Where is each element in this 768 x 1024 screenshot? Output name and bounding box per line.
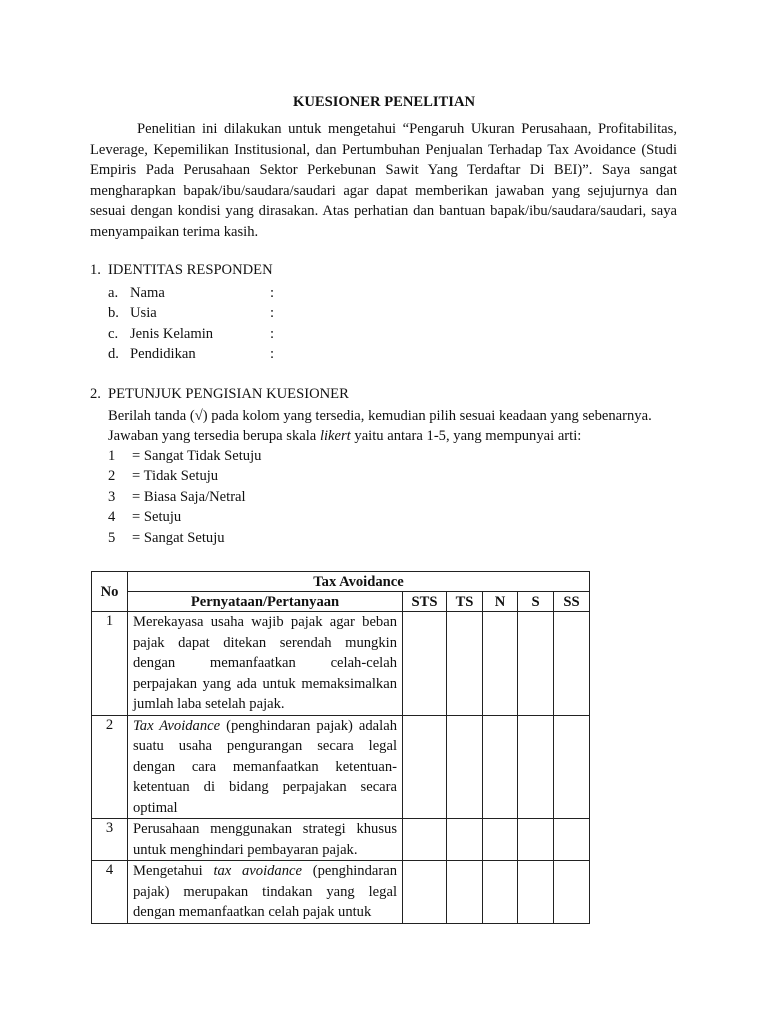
answer-cell-sts[interactable] [403, 715, 447, 819]
field-jenis-kelamin: c. Jenis Kelamin : [108, 325, 275, 342]
row-number: 1 [92, 612, 128, 716]
field-pendidikan: d. Pendidikan : [108, 346, 275, 363]
section-identitas-heading [90, 262, 273, 279]
answer-cell-ss[interactable] [554, 819, 590, 861]
answer-header-ts: TS [447, 592, 483, 612]
answer-cell-n[interactable] [483, 715, 518, 819]
answer-cell-ts[interactable] [447, 715, 483, 819]
scale-item: 4 = Setuju [108, 509, 182, 526]
likert-scale-list [108, 446, 261, 548]
answer-cell-s[interactable] [518, 819, 554, 861]
row-number: 4 [92, 861, 128, 924]
respondent-fields [108, 283, 274, 365]
answer-cell-sts[interactable] [403, 612, 447, 716]
answer-header-n: N [483, 592, 518, 612]
table-row [92, 819, 590, 861]
table-row [92, 612, 590, 716]
section-title: IDENTITAS RESPONDEN [108, 262, 273, 278]
row-number: 2 [92, 715, 128, 819]
statement-header: Pernyataan/Pertanyaan [128, 592, 403, 612]
scale-item: 5 = Sangat Setuju [108, 529, 225, 546]
answer-cell-s[interactable] [518, 715, 554, 819]
section-number: 2. [90, 386, 101, 402]
document-title: KUESIONER PENELITIAN [292, 94, 476, 110]
group-header: Tax Avoidance [128, 572, 590, 592]
scale-item: 3 = Biasa Saja/Netral [108, 488, 246, 505]
field-usia: b. Usia : [108, 305, 275, 322]
answer-cell-sts[interactable] [403, 819, 447, 861]
questionnaire-table [91, 571, 590, 924]
intro-paragraph [90, 119, 677, 243]
instruction-line-1: Berilah tanda (√) pada kolom yang tersedia, kemudian pilih sesuai keadaan yang sebenarnya. [108, 408, 652, 424]
answer-cell-ts[interactable] [447, 861, 483, 924]
answer-cell-n[interactable] [483, 819, 518, 861]
scale-item: 1 = Sangat Tidak Setuju [108, 448, 262, 464]
answer-cell-ss[interactable] [554, 715, 590, 819]
table-row [92, 715, 590, 819]
answer-header-s: S [518, 592, 554, 612]
answer-cell-ss[interactable] [554, 612, 590, 716]
answer-cell-n[interactable] [483, 861, 518, 924]
statement-cell: Merekayasa usaha wajib pajak agar beban pajak dapat ditekan serendah mungkin dengan memanfaatkan celah-celah perpajakan yang ada untuk memaksimalkan jumlah laba setelah pajak. [128, 612, 403, 716]
field-nama: a. Nama : [108, 285, 275, 301]
answer-cell-s[interactable] [518, 861, 554, 924]
answer-header-ss: SS [554, 592, 590, 612]
section-number: 1. [90, 262, 101, 278]
statement-cell: Tax Avoidance (penghindaran pajak) adalah suatu usaha pengurangan secara legal dengan cara memanfaatkan ketentuan-ketentuan di bidang perpajakan secara optimal [128, 715, 403, 819]
intro-text: Penelitian ini dilakukan untuk mengetahui “Pengaruh Ukuran Perusahaan, Profitabilitas, Leverage, Kepemilikan Institusional, dan Pertumbuhan Penjualan Terhadap Tax Avoidance (Studi Empiris Pada Perusahaan Sektor Perkebunan Sawit Yang Terdaftar Di BEI)”. Saya sangat mengharapkan bapak/ibu/saudara/saudari agar dapat memberikan jawaban yang sejujurnya dan sesuai dengan kondisi yang dirasakan. Atas perhatian dan bantuan bapak/ibu/saudara/saudari, saya menyampaikan terima kasih. [90, 121, 677, 240]
statement-cell: Mengetahui tax avoidance (penghindaran pajak) merupakan tindakan yang legal dengan memanfaatkan celah pajak untuk [128, 861, 403, 924]
row-number: 3 [92, 819, 128, 861]
section-petunjuk-heading [90, 386, 349, 403]
answer-cell-s[interactable] [518, 612, 554, 716]
answer-cell-ts[interactable] [447, 819, 483, 861]
instruction-line-2: Jawaban yang tersedia berupa skala likert yaitu antara 1-5, yang mempunyai arti: [108, 428, 582, 444]
section-title: PETUNJUK PENGISIAN KUESIONER [108, 386, 349, 402]
statement-cell: Perusahaan menggunakan strategi khusus untuk menghindari pembayaran pajak. [128, 819, 403, 861]
answer-cell-sts[interactable] [403, 861, 447, 924]
answer-header-sts: STS [403, 592, 447, 612]
no-header: No [92, 572, 128, 612]
answer-cell-n[interactable] [483, 612, 518, 716]
scale-item: 2 = Tidak Setuju [108, 468, 219, 485]
answer-cell-ss[interactable] [554, 861, 590, 924]
table-row [92, 861, 590, 924]
answer-cell-ts[interactable] [447, 612, 483, 716]
